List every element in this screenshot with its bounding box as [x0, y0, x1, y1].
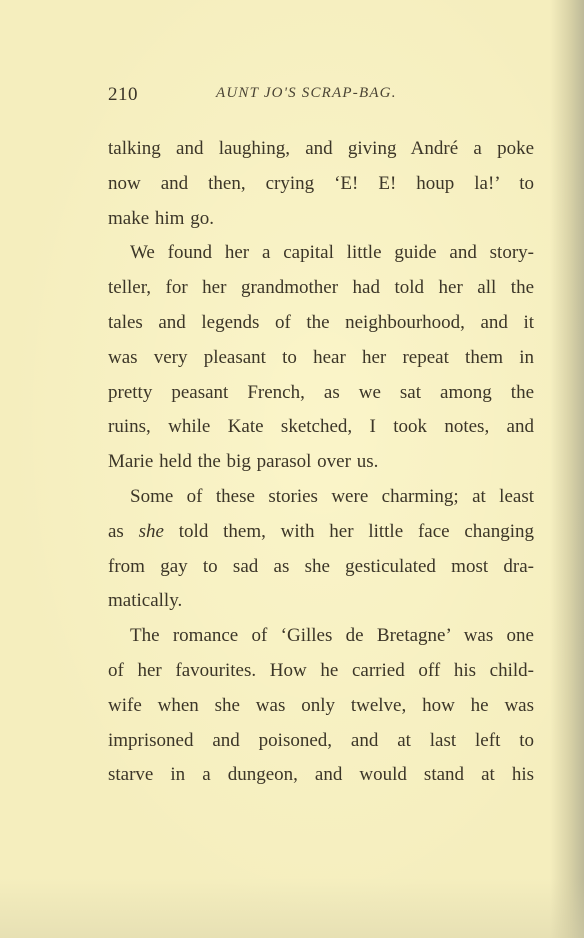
text-line: matically. — [108, 590, 183, 612]
text-line: wife when she was only twelve, how he was — [108, 694, 534, 716]
text-line: now and then, crying ‘E! E! houp la!’ to — [108, 172, 534, 194]
text-line: starve in a dungeon, and would stand at his — [108, 764, 534, 786]
text-line: talking and laughing, and giving André a poke — [108, 138, 534, 159]
inline-word-as: as — [108, 520, 124, 542]
page-number: 210 — [108, 84, 138, 105]
text-line: was very pleasant to hear her repeat them in — [108, 346, 534, 368]
text-line-rest: told them, with her little face changing — [178, 520, 535, 542]
gutter-shadow — [550, 0, 584, 938]
text-line: make him go. — [108, 207, 214, 229]
text-line: Marie held the big parasol over us. — [108, 451, 379, 473]
text-line: ruins, while Kate sketched, I took notes, and — [108, 416, 534, 438]
text-line: The romance of ‘Gilles de Bretagne’ was one — [130, 625, 534, 647]
text-line: tales and legends of the neighbourhood, and it — [108, 311, 534, 333]
body-text — [108, 132, 534, 793]
bottom-shadow — [0, 878, 584, 938]
text-line: pretty peasant French, as we sat among the — [108, 381, 534, 403]
text-line: teller, for her grandmother had told her all the — [108, 277, 534, 299]
page-header — [108, 84, 448, 108]
text-line: Some of these stories were charming; at least — [130, 485, 534, 507]
text-line: imprisoned and poisoned, and at last left to — [108, 729, 534, 751]
text-line: of her favourites. How he carried off his child- — [108, 659, 534, 681]
text-line: from gay to sad as she gesticulated most dra- — [108, 555, 534, 577]
running-title: AUNT JO'S SCRAP-BAG. — [216, 85, 397, 101]
text-line-with-italic — [108, 515, 534, 550]
italic-word-she: she — [138, 520, 164, 542]
text-line: We found her a capital little guide and story- — [130, 242, 534, 264]
